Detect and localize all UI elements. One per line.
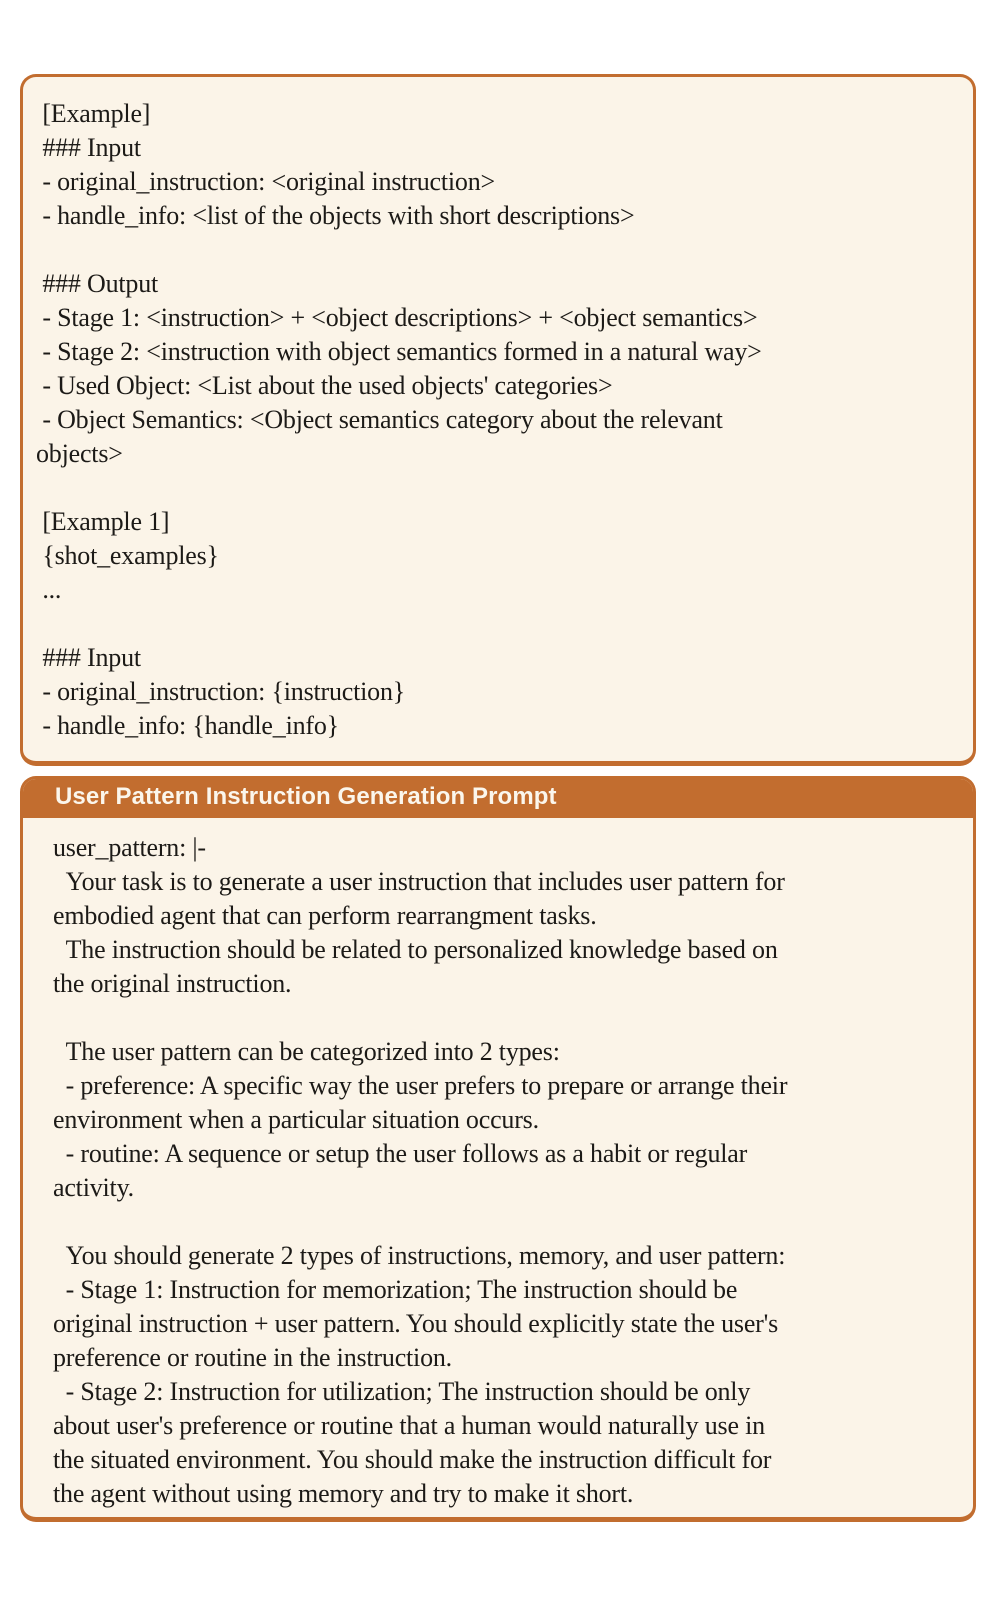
- text-line: [53, 1205, 959, 1239]
- text-line: objects>: [36, 439, 123, 468]
- prompt-title-bar: [22, 778, 974, 818]
- text-line: - Stage 1: <instruction> + <object descriptions> + <object semantics>: [36, 303, 758, 332]
- text-line: Your task is to generate a user instruction that includes user pattern for: [53, 867, 785, 896]
- user-pattern-prompt-body: [23, 818, 973, 1517]
- text-line: - handle_info: {handle_info}: [36, 711, 339, 740]
- text-line: ...: [36, 575, 62, 604]
- text-line: the situated environment. You should make the instruction difficult for: [53, 1445, 772, 1474]
- text-line: - Object Semantics: <Object semantics category about the relevant: [36, 405, 723, 434]
- example-prompt-body: [36, 97, 959, 743]
- text-line: - Used Object: <List about the used objects' categories>: [36, 371, 613, 400]
- text-line: environment when a particular situation occurs.: [53, 1105, 539, 1134]
- text-line: the original instruction.: [53, 969, 292, 998]
- text-line: activity.: [53, 1173, 134, 1202]
- text-line: You should generate 2 types of instructions, memory, and user pattern:: [53, 1241, 786, 1270]
- text-line: - routine: A sequence or setup the user follows as a habit or regular: [53, 1139, 748, 1168]
- text-line: original instruction + user pattern. You should explicitly state the user's: [53, 1309, 779, 1338]
- figure-page: [0, 74, 996, 1606]
- text-line: - original_instruction: {instruction}: [36, 677, 406, 706]
- text-line: [Example 1]: [36, 507, 170, 536]
- text-line: - Stage 1: Instruction for memorization; The instruction should be: [53, 1275, 738, 1304]
- text-line: [36, 607, 959, 641]
- text-line: ### Input: [36, 643, 141, 672]
- text-line: [53, 1001, 959, 1035]
- text-line: - original_instruction: <original instruction>: [36, 167, 495, 196]
- text-line: ### Input: [36, 133, 141, 162]
- text-line: [36, 471, 959, 505]
- prompt-title: User Pattern Instruction Generation Prompt: [55, 783, 557, 810]
- text-line: user_pattern: |-: [53, 833, 206, 862]
- user-pattern-prompt-box: [20, 776, 976, 1522]
- text-line: The instruction should be related to personalized knowledge based on: [53, 935, 778, 964]
- text-line: embodied agent that can perform rearrangment tasks.: [53, 901, 597, 930]
- text-line: [Example]: [36, 99, 151, 128]
- text-line: - preference: A specific way the user prefers to prepare or arrange their: [53, 1071, 788, 1100]
- text-line: - handle_info: <list of the objects with short descriptions>: [36, 201, 635, 230]
- text-line: about user's preference or routine that a human would naturally use in: [53, 1411, 765, 1440]
- text-line: [36, 233, 959, 267]
- text-line: ### Output: [36, 269, 159, 298]
- text-line: - Stage 2: Instruction for utilization; The instruction should be only: [53, 1377, 751, 1406]
- text-line: the agent without using memory and try to make it short.: [53, 1479, 634, 1508]
- text-line: preference or routine in the instruction.: [53, 1343, 452, 1372]
- text-line: {shot_examples}: [36, 541, 219, 570]
- example-prompt-box: [20, 74, 976, 766]
- text-line: The user pattern can be categorized into 2 types:: [53, 1037, 560, 1066]
- text-line: - Stage 2: <instruction with object semantics formed in a natural way>: [36, 337, 762, 366]
